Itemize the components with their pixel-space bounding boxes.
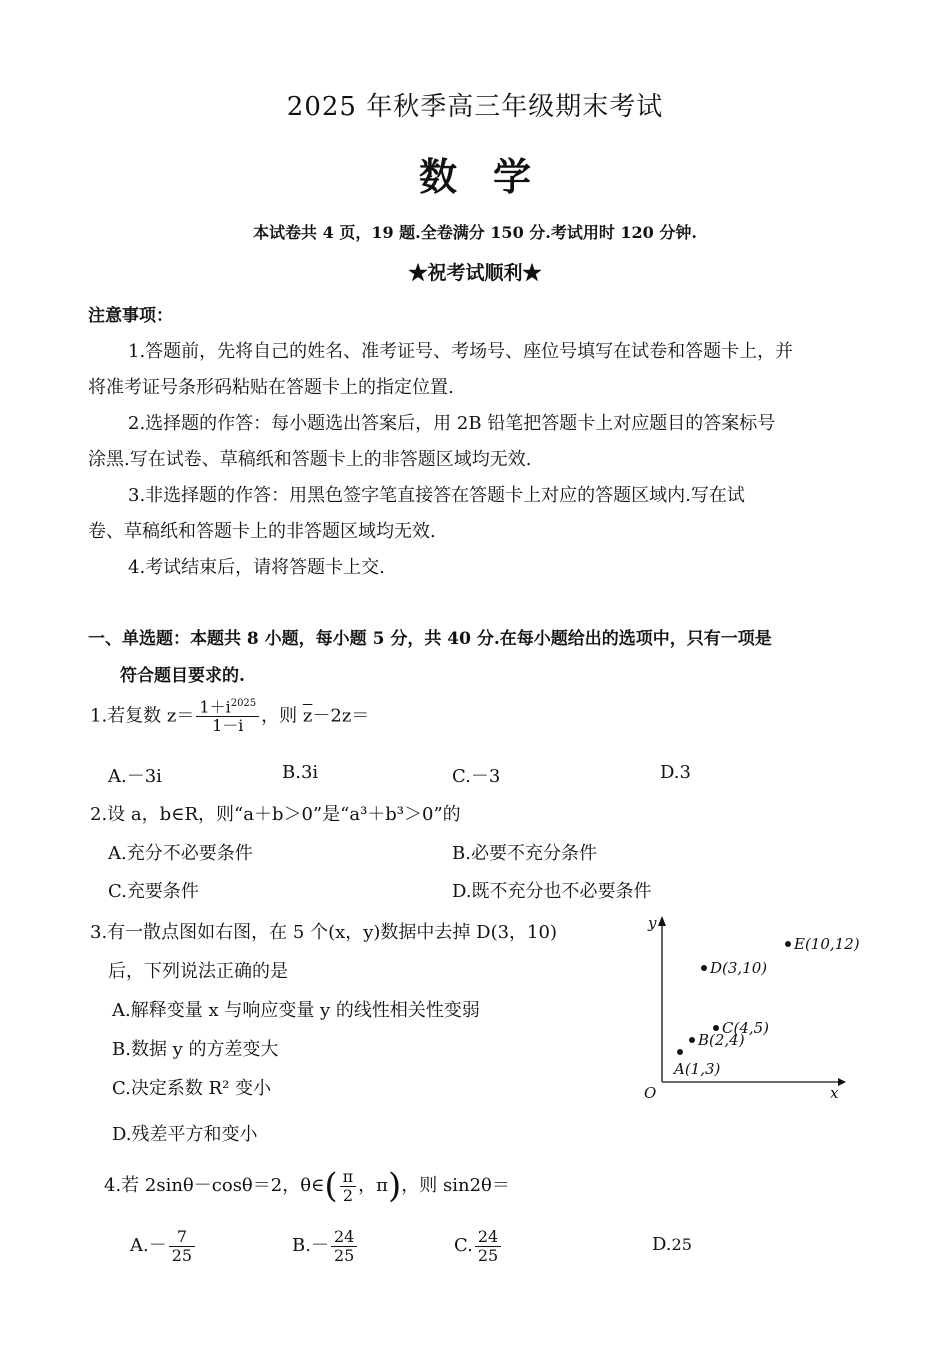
scatter-points <box>672 935 860 1078</box>
section-heading-cont: 符合题目要求的. <box>120 666 245 686</box>
scatter-point <box>689 1037 695 1043</box>
subject-title: 数学 <box>418 154 567 199</box>
note-line: 3.非选择题的作答：用黑色签字笔直接答在答题卡上对应的答题区域内.写在试 <box>128 485 745 506</box>
scatter-point <box>701 965 707 971</box>
x-axis-arrow <box>838 1078 846 1086</box>
section-heading: 一、单选题：本题共 8 小题，每小题 5 分，共 40 分.在每小题给出的选项中，只有一项是 <box>88 629 772 649</box>
point-label: A(1,3) <box>674 1060 721 1078</box>
fraction: $\frac{1+i^{2025}}{1-i}$ <box>196 698 259 735</box>
note-line: 4.考试结束后，请将答题卡上交. <box>128 557 385 578</box>
point-label: B(2,4) <box>698 1031 745 1049</box>
point-label: D(3,10) <box>710 959 768 977</box>
option-c: C. $\frac{24}{25}$ <box>454 1228 503 1264</box>
scatter-point <box>785 941 791 947</box>
origin-label: O <box>644 1084 657 1102</box>
x-axis-label: x <box>830 1084 839 1102</box>
exam-title: 2025 年秋季高三年级期末考试 <box>286 92 664 122</box>
option-d: D.残差平方和变小 <box>112 1124 258 1145</box>
good-luck-banner: ★祝考试顺利★ <box>408 262 542 284</box>
note-line: 涂黑.写在试卷、草稿纸和答题卡上的非答题区域均无效. <box>88 449 532 470</box>
option-d: D.3 <box>660 762 691 783</box>
option-d: D.既不充分也不必要条件 <box>452 881 652 902</box>
fraction: $\frac{\pi}{2}$ <box>340 1168 357 1204</box>
option-a: A.－ $\frac{7}{25}$ <box>130 1228 197 1264</box>
scatter-plot <box>640 910 870 1110</box>
question-3-stem-cont: 后，下列说法正确的是 <box>108 961 288 982</box>
option-b: B.必要不充分条件 <box>452 843 597 864</box>
option-c: C.充要条件 <box>108 881 199 902</box>
option-b: B.数据 y 的方差变大 <box>112 1039 279 1060</box>
point-label: C(4,5) <box>722 1019 770 1037</box>
question-4-stem: 4.若 2sinθ－cosθ＝2，θ∈( $\frac{\pi}{2}$ ，π)，则 sin2θ＝ <box>104 1166 510 1206</box>
scatter-point <box>713 1025 719 1031</box>
y-axis-label: y <box>648 914 657 932</box>
note-line: 卷、草稿纸和答题卡上的非答题区域均无效. <box>88 521 436 542</box>
question-2-stem: 2.设 a，b∈R，则“a＋b＞0”是“a³＋b³＞0”的 <box>90 804 461 825</box>
option-d: D.25 <box>652 1234 692 1255</box>
question-3-stem: 3.有一散点图如右图，在 5 个(x，y)数据中去掉 D(3，10) <box>90 922 557 943</box>
option-b: B.－ $\frac{24}{25}$ <box>292 1228 359 1264</box>
note-line: 1.答题前，先将自己的姓名、准考证号、考场号、座位号填写在试卷和答题卡上，并 <box>128 341 794 362</box>
option-a: A.解释变量 x 与响应变量 y 的线性相关性变弱 <box>112 1000 480 1021</box>
point-label: E(10,12) <box>794 935 860 953</box>
exam-meta: 本试卷共 4 页，19 题.全卷满分 150 分.考试用时 120 分钟. <box>253 223 697 242</box>
note-line: 2.选择题的作答：每小题选出答案后，用 2B 铅笔把答题卡上对应题目的答案标号 <box>128 413 776 434</box>
option-a: A.充分不必要条件 <box>108 843 253 864</box>
notes-heading: 注意事项： <box>88 306 173 326</box>
option-a: A.－3i <box>108 766 162 787</box>
y-axis-arrow <box>658 916 666 926</box>
option-c: C.决定系数 R² 变小 <box>112 1078 272 1099</box>
scatter-point <box>677 1049 683 1055</box>
question-1-stem: 1.若复数 z＝ $\frac{1+i^{2025}}{1-i}$ ，则 $\overline{z}-2z=$ <box>90 697 370 735</box>
note-line: 将准考证号条形码粘贴在答题卡上的指定位置. <box>88 377 454 398</box>
option-b: B.3i <box>282 762 319 783</box>
option-c: C.－3 <box>452 766 501 787</box>
